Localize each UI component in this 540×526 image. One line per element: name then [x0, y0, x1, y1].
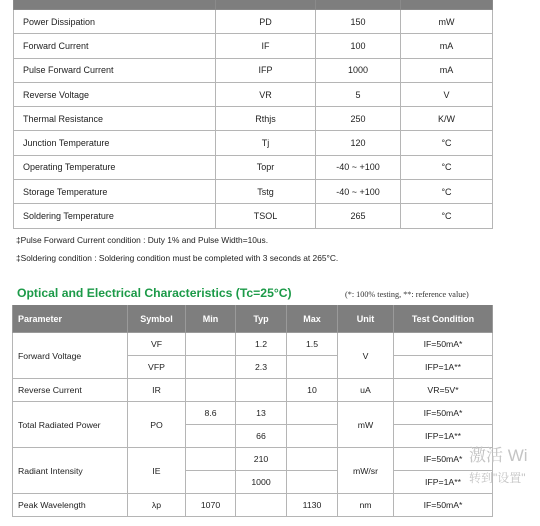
activation-watermark-subtext: 转到"设置": [469, 471, 526, 485]
value-cell: 100: [316, 34, 401, 58]
typ-cell: 1.2: [236, 333, 287, 356]
unit-cell: mW/sr: [338, 448, 394, 494]
header-test-condition: Test Condition: [394, 305, 493, 333]
max-cell: 1130: [287, 494, 338, 517]
param-cell: Operating Temperature: [14, 155, 216, 179]
condition-cell: VR=5V*: [394, 379, 493, 402]
value-cell: 150: [316, 10, 401, 34]
soldering-condition-note: ‡Soldering condition : Soldering condition must be completed with 3 seconds at 265°C.: [16, 253, 339, 263]
symbol-cell: Tstg: [216, 180, 316, 204]
symbol-cell: IFP: [216, 58, 316, 82]
symbol-cell: VR: [216, 82, 316, 106]
table-row: [14, 204, 493, 228]
param-cell: Storage Temperature: [14, 180, 216, 204]
value-cell: 120: [316, 131, 401, 155]
typ-cell: 66: [236, 425, 287, 448]
max-cell: [287, 402, 338, 425]
unit-cell: V: [401, 82, 493, 106]
table-row: [14, 155, 493, 179]
table-row: [14, 10, 493, 34]
typ-cell: [236, 379, 287, 402]
header-cell: [216, 0, 316, 10]
table-row: [13, 494, 493, 517]
table-row: [14, 82, 493, 106]
min-cell: [186, 448, 236, 471]
condition-cell: IFP=1A**: [394, 471, 493, 494]
min-cell: [186, 471, 236, 494]
value-cell: -40 ~ +100: [316, 155, 401, 179]
min-cell: [186, 333, 236, 356]
optical-characteristics-table: [12, 305, 493, 517]
symbol-cell: VF: [128, 333, 186, 356]
param-cell: Soldering Temperature: [14, 204, 216, 228]
symbol-cell: λp: [128, 494, 186, 517]
symbol-cell: VFP: [128, 356, 186, 379]
value-cell: 250: [316, 107, 401, 131]
min-cell: [186, 379, 236, 402]
unit-cell: °C: [401, 155, 493, 179]
unit-cell: mA: [401, 34, 493, 58]
symbol-cell: TSOL: [216, 204, 316, 228]
header-cell: [401, 0, 493, 10]
table-row: [14, 180, 493, 204]
unit-cell: mA: [401, 58, 493, 82]
header-min: Min: [186, 305, 236, 333]
param-cell: Peak Wavelength: [13, 494, 128, 517]
max-cell: 10: [287, 379, 338, 402]
value-cell: -40 ~ +100: [316, 180, 401, 204]
header-row: [13, 305, 493, 333]
param-cell: Junction Temperature: [14, 131, 216, 155]
typ-cell: [236, 494, 287, 517]
max-ratings-header-row: [14, 0, 493, 10]
header-cell: [316, 0, 401, 10]
min-cell: [186, 425, 236, 448]
unit-cell: nm: [338, 494, 394, 517]
min-cell: 8.6: [186, 402, 236, 425]
symbol-cell: IF: [216, 34, 316, 58]
table-row: [13, 448, 493, 471]
param-cell: Radiant Intensity: [13, 448, 128, 494]
param-cell: Forward Voltage: [13, 333, 128, 379]
unit-cell: mW: [338, 402, 394, 448]
max-cell: 1.5: [287, 333, 338, 356]
max-ratings-table: [13, 0, 493, 229]
condition-cell: IF=50mA*: [394, 494, 493, 517]
header-symbol: Symbol: [128, 305, 186, 333]
value-cell: 5: [316, 82, 401, 106]
table-row: [13, 402, 493, 425]
param-cell: Reverse Current: [13, 379, 128, 402]
max-cell: [287, 471, 338, 494]
activation-watermark: 激活 Wi: [469, 446, 528, 465]
table-row: [13, 379, 493, 402]
typ-cell: 13: [236, 402, 287, 425]
condition-cell: IF=50mA*: [394, 448, 493, 471]
header-unit: Unit: [338, 305, 394, 333]
max-cell: [287, 425, 338, 448]
condition-cell: IFP=1A**: [394, 356, 493, 379]
symbol-cell: Rthjs: [216, 107, 316, 131]
table-row: [14, 58, 493, 82]
header-max: Max: [287, 305, 338, 333]
symbol-cell: IE: [128, 448, 186, 494]
param-cell: Power Dissipation: [14, 10, 216, 34]
unit-cell: V: [338, 333, 394, 379]
table-row: [14, 131, 493, 155]
section-title: Optical and Electrical Characteristics (Tc=25°C): [17, 286, 292, 300]
condition-cell: IFP=1A**: [394, 425, 493, 448]
unit-cell: °C: [401, 204, 493, 228]
symbol-cell: Tj: [216, 131, 316, 155]
param-cell: Forward Current: [14, 34, 216, 58]
unit-cell: uA: [338, 379, 394, 402]
typ-cell: 2.3: [236, 356, 287, 379]
condition-cell: IF=50mA*: [394, 402, 493, 425]
table-row: [14, 34, 493, 58]
header-typ: Typ: [236, 305, 287, 333]
table-row: [14, 107, 493, 131]
typ-cell: 1000: [236, 471, 287, 494]
min-cell: 1070: [186, 494, 236, 517]
pulse-condition-note: ‡Pulse Forward Current condition : Duty 1% and Pulse Width=10us.: [16, 235, 269, 245]
unit-cell: mW: [401, 10, 493, 34]
symbol-cell: IR: [128, 379, 186, 402]
max-cell: [287, 356, 338, 379]
param-cell: Thermal Resistance: [14, 107, 216, 131]
section-legend-note: (*: 100% testing, **: reference value): [345, 290, 469, 299]
header-cell: [14, 0, 216, 10]
symbol-cell: PO: [128, 402, 186, 448]
typ-cell: 210: [236, 448, 287, 471]
max-cell: [287, 448, 338, 471]
param-cell: Total Radiated Power: [13, 402, 128, 448]
symbol-cell: PD: [216, 10, 316, 34]
min-cell: [186, 356, 236, 379]
param-cell: Pulse Forward Current: [14, 58, 216, 82]
param-cell: Reverse Voltage: [14, 82, 216, 106]
symbol-cell: Topr: [216, 155, 316, 179]
condition-cell: IF=50mA*: [394, 333, 493, 356]
unit-cell: K/W: [401, 107, 493, 131]
header-parameter: Parameter: [13, 305, 128, 333]
unit-cell: °C: [401, 180, 493, 204]
table-row: [13, 333, 493, 356]
unit-cell: °C: [401, 131, 493, 155]
value-cell: 265: [316, 204, 401, 228]
value-cell: 1000: [316, 58, 401, 82]
